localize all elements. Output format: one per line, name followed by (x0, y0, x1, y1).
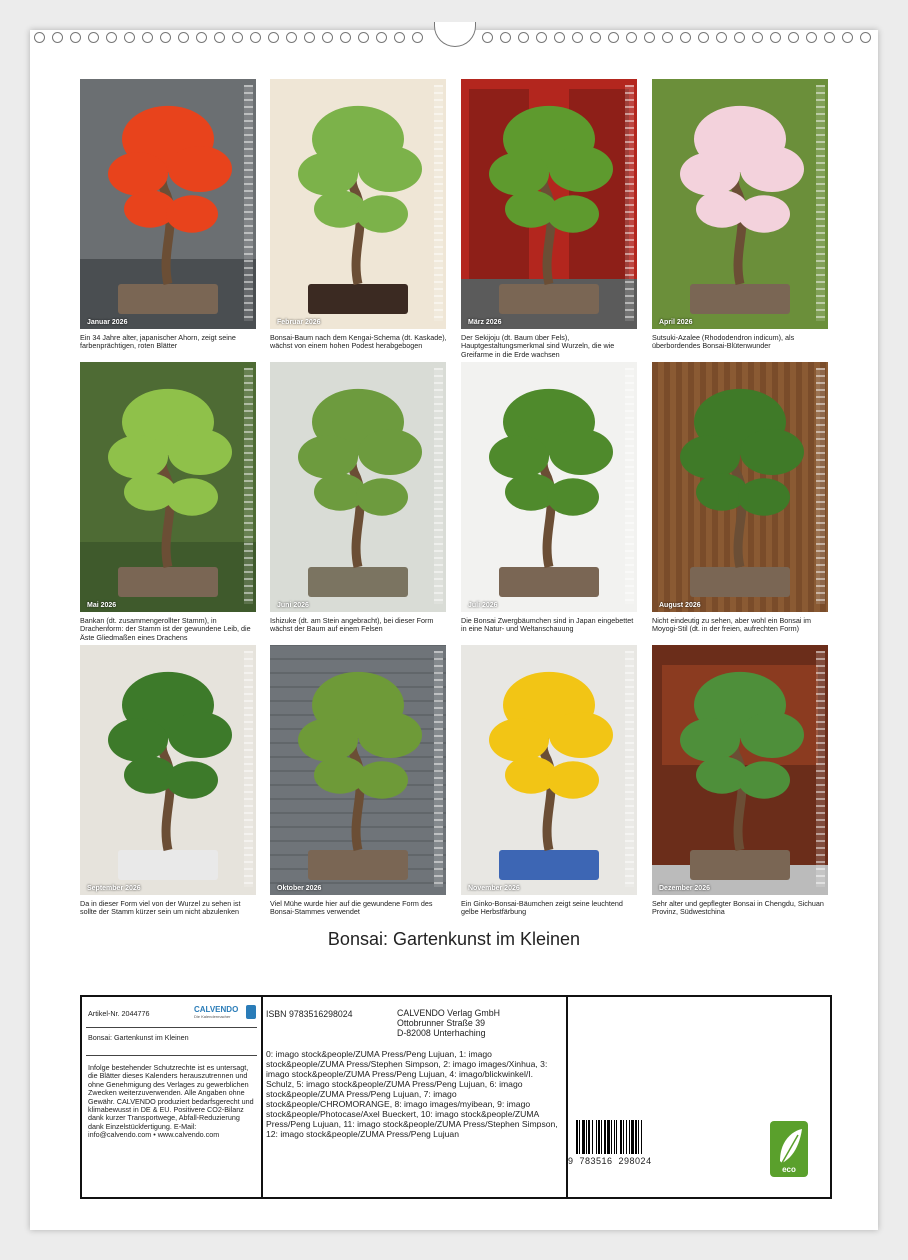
binding-ring (770, 32, 781, 43)
isbn: ISBN 9783516298024 (266, 1009, 353, 1019)
day-strip (434, 85, 443, 321)
binding-ring (160, 32, 171, 43)
day-strip (816, 651, 825, 887)
month-label: Mai 2026 (87, 602, 117, 609)
day-strip (244, 368, 253, 604)
binding-ring (788, 32, 799, 43)
day-strip (434, 368, 443, 604)
binding-ring (340, 32, 351, 43)
month-label: Januar 2026 (87, 319, 128, 326)
binding-ring (142, 32, 153, 43)
month-photo (461, 362, 637, 612)
day-strip (434, 651, 443, 887)
eco-label: eco (782, 1165, 796, 1174)
binding-ring (716, 32, 727, 43)
divider (86, 1055, 257, 1056)
month-photo (652, 362, 828, 612)
legal-text: Infolge bestehender Schutzrechte ist es untersagt, die Blätter dieses Kalenders herauszutrennen und ohne Genehmigung des Verlages zu gewerblichen Zwecken weiterzuverwenden. Alle Angaben ohne Gewähr. CALVENDO produziert bedarfsgerecht und klimabewusst in DE & EU. Positivere CO2-Bilanz dank kurzer Transportwege, Abfall-Reduzierung dank Einzelstückfertigung. E-Mail: info@calvendo.com • www.calvendo.com (88, 1063, 254, 1140)
binding-ring (500, 32, 511, 43)
month-caption: Sutsuki-Azalee (Rhododendron indicum), als überbordendes Bonsai-Blütenwunder (652, 333, 795, 351)
binding-ring (752, 32, 763, 43)
binding-ring (680, 32, 691, 43)
binding-ring (536, 32, 547, 43)
binding-ring (554, 32, 565, 43)
binding-ring (70, 32, 81, 43)
month-label: März 2026 (468, 319, 502, 326)
month-label: April 2026 (659, 319, 693, 326)
hanger-hook (434, 22, 476, 47)
day-strip (244, 85, 253, 321)
binding-ring (824, 32, 835, 43)
binding-ring (860, 32, 871, 43)
binding-ring (734, 32, 745, 43)
binding-ring (698, 32, 709, 43)
month-photo (652, 79, 828, 329)
calvendo-logo: CALVENDO Die Kalendermacher (194, 1005, 256, 1025)
month-label: September 2026 (87, 885, 141, 892)
day-strip (625, 651, 634, 887)
binding-ring (322, 32, 333, 43)
article-number: Artikel-Nr. 2044776 (88, 1009, 150, 1018)
publisher-address: CALVENDO Verlag GmbH Ottobrunner Straße 39 D-82008 Unterhaching (397, 1008, 500, 1038)
month-caption: Ishizuke (dt. am Stein angebracht), bei dieser Form wächst der Baum auf einem Felsen (270, 616, 434, 634)
binding-ring (412, 32, 423, 43)
barcode (568, 1120, 666, 1166)
binding-ring (608, 32, 619, 43)
month-label: Dezember 2026 (659, 885, 710, 892)
month-photo (80, 79, 256, 329)
month-caption: Die Bonsai Zwergbäumchen sind in Japan eingebettet in eine Natur- und Weltanschauung (461, 616, 634, 634)
day-strip (625, 368, 634, 604)
barcode-digits: 9 783516 298024 (568, 1156, 652, 1166)
month-photo (270, 79, 446, 329)
binding-ring (518, 32, 529, 43)
info-column-left (82, 997, 263, 1197)
day-strip (816, 85, 825, 321)
month-caption: Bankan (dt. zusammengerollter Stamm), in Drachenform: der Stamm ist der gewundene Leib, die Äste Gliedmaßen eines Drachens (80, 616, 251, 642)
wire-binding (30, 28, 878, 50)
info-box (80, 995, 832, 1199)
binding-ring (196, 32, 207, 43)
binding-ring (304, 32, 315, 43)
calendar-title: Bonsai: Gartenkunst im Kleinen (327, 929, 581, 949)
binding-ring (52, 32, 63, 43)
binding-ring (250, 32, 261, 43)
day-strip (625, 85, 634, 321)
month-label: August 2026 (659, 602, 701, 609)
month-caption: Viel Mühe wurde hier auf die gewundene Form des Bonsai-Stammes verwendet (270, 899, 433, 917)
month-caption: Bonsai-Baum nach dem Kengai-Schema (dt. Kaskade), wächst von einem hohen Podest herabgebogen (270, 333, 447, 351)
month-caption: Sehr alter und gepflegter Bonsai in Chengdu, Sichuan Provinz, Südwestchina (652, 899, 824, 917)
binding-ring (644, 32, 655, 43)
month-photo (80, 645, 256, 895)
binding-ring (376, 32, 387, 43)
binding-ring (806, 32, 817, 43)
month-caption: Ein 34 Jahre alter, japanischer Ahorn, zeigt seine farbenprächtigen, roten Blätter (80, 333, 236, 351)
binding-ring (590, 32, 601, 43)
binding-ring (626, 32, 637, 43)
month-label: November 2026 (468, 885, 520, 892)
month-caption: Nicht eindeutig zu sehen, aber wohl ein Bonsai im Moyogi-Stil (dt. in der freien, aufrechten Form) (652, 616, 812, 634)
month-caption: Der Sekijoju (dt. Baum über Fels), Hauptgestaltungsmerkmal sind Wurzeln, die wie Greifarme in die Erde wachsen (461, 333, 615, 359)
month-photo (461, 79, 637, 329)
month-label: Juni 2026 (277, 602, 309, 609)
binding-ring (34, 32, 45, 43)
month-photo (270, 362, 446, 612)
month-photo (270, 645, 446, 895)
binding-ring (268, 32, 279, 43)
binding-ring (394, 32, 405, 43)
month-photo (652, 645, 828, 895)
eco-badge (770, 1121, 808, 1177)
month-photo (80, 362, 256, 612)
month-label: Oktober 2026 (277, 885, 322, 892)
binding-ring (88, 32, 99, 43)
binding-ring (124, 32, 135, 43)
month-caption: Da in dieser Form viel von der Wurzel zu sehen ist sollte der Stamm kürzer sein um nicht abzulenken (80, 899, 241, 917)
binding-ring (662, 32, 673, 43)
month-label: Juli 2026 (468, 602, 498, 609)
photo-credits: 0: imago stock&people/ZUMA Press/Peng Lujuan, 1: imago stock&people/ZUMA Press/Stephen Simpson, 2: imago images/Xinhua, 3: imago stock&people/ZUMA Press/Peng Lujuan, 4: imago/blickwinkel/I. Schulz, 5: imago stock&people/ZUMA Press/Peng Lujuan, 6: imago stock&people/ZUMA Press/Peng Lujuan, 7: imago stock&people/CHROMORANGE, 8: imago images/myibean, 9: imago stock&people/Photocase/Axel Bueckert, 10: imago stock&people/ZUMA Press/Peng Lujuan, 11: imago stock&people/ZUMA Press/Stephen Simpson, 12: imago stock&people/ZUMA Press/Peng Lujuan (266, 1049, 558, 1139)
info-column-middle (263, 997, 568, 1197)
day-strip (816, 368, 825, 604)
day-strip (244, 651, 253, 887)
month-caption: Ein Ginko-Bonsai-Bäumchen zeigt seine leuchtend gelbe Herbstfärbung (461, 899, 623, 917)
binding-ring (572, 32, 583, 43)
binding-ring (214, 32, 225, 43)
binding-ring (482, 32, 493, 43)
binding-ring (358, 32, 369, 43)
binding-ring (286, 32, 297, 43)
binding-ring (842, 32, 853, 43)
binding-ring (178, 32, 189, 43)
binding-ring (106, 32, 117, 43)
product-title: Bonsai: Gartenkunst im Kleinen (88, 1033, 189, 1042)
divider (86, 1027, 257, 1028)
month-photo (461, 645, 637, 895)
barcode-bars (574, 1120, 666, 1156)
month-label: Februar 2026 (277, 319, 321, 326)
binding-ring (232, 32, 243, 43)
